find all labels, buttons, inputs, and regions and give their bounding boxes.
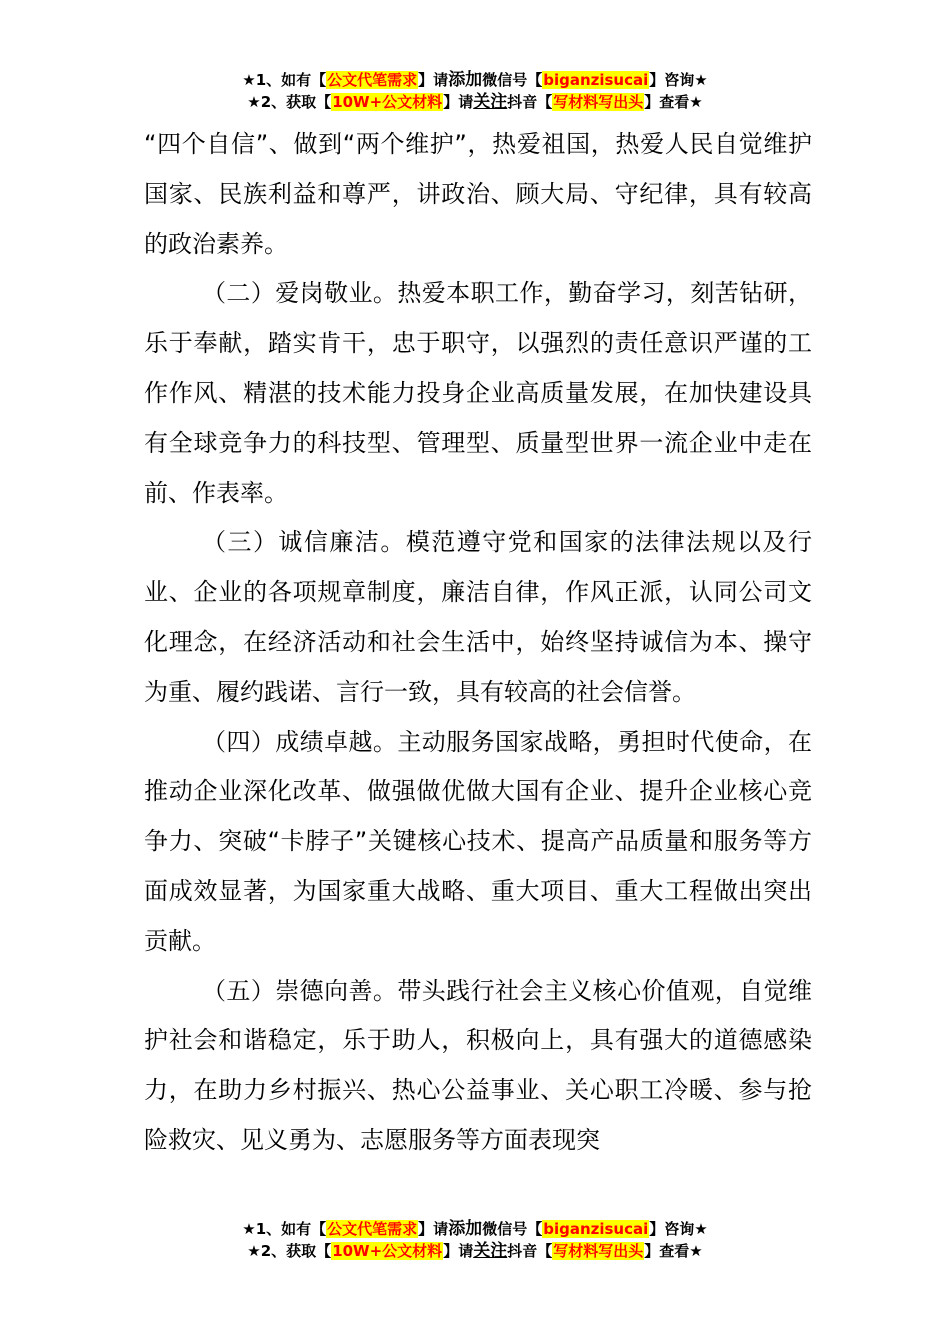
banner-highlight: 10W+公文材料 — [332, 1242, 443, 1260]
banner-text: 微信号【 — [482, 1220, 543, 1238]
banner-text: 】咨询★ — [649, 71, 708, 89]
banner-emphasis: 添加 — [448, 1219, 483, 1239]
banner-text: 抖音【 — [507, 93, 553, 111]
banner-emphasis: 添加 — [448, 70, 483, 90]
banner-emphasis: 关注 — [473, 92, 508, 112]
paragraph-dedication: （二）爱岗敬业。热爱本职工作，勤奋学习，刻苦钻研，乐于奉献，踏实肯干，忠于职守，以强烈的责任意识严谨的工作作风、精湛的技术能力投身企业高质量发展，在加快建设具有全球竞争力的科技型、管理型、质量型世界一流企业中走在前、作表率。 — [144, 279, 812, 507]
banner-line-1 — [0, 1218, 950, 1240]
banner-text: ★2、获取【 — [247, 93, 332, 111]
paragraph-continuation: “四个自信”、做到“两个维护”，热爱祖国，热爱人民自觉维护国家、民族利益和尊严，讲政治、顾大局、守纪律，具有较高的政治素养。 — [144, 130, 812, 258]
banner-text: 微信号【 — [482, 71, 543, 89]
footer-banner — [0, 1218, 950, 1262]
paragraph-virtue: （五）崇德向善。带头践行社会主义核心价值观，自觉维护社会和谐稳定，乐于助人，积极向上，具有强大的道德感染力，在助力乡村振兴、热心公益事业、关心职工冷暖、参与抢险救灾、见义勇为、志愿服务等方面表现突 — [144, 976, 812, 1154]
banner-highlight: 公文代笔需求 — [327, 1220, 418, 1238]
banner-highlight: 10W+公文材料 — [332, 93, 443, 111]
banner-highlight: 写材料写出头 — [553, 1242, 644, 1260]
banner-text: 】请 — [443, 1242, 474, 1260]
document-body — [144, 120, 812, 1166]
banner-line-2 — [0, 91, 950, 113]
banner-emphasis: 关注 — [473, 1241, 508, 1261]
banner-highlight: 写材料写出头 — [553, 93, 644, 111]
banner-text: 】查看★ — [644, 1242, 703, 1260]
header-banner — [0, 69, 950, 113]
banner-line-1 — [0, 69, 950, 91]
banner-highlight: biganzisucai — [543, 71, 649, 89]
banner-text: 】请 — [443, 93, 474, 111]
banner-text: 】查看★ — [644, 93, 703, 111]
banner-text: 】请 — [418, 1220, 449, 1238]
banner-text: 抖音【 — [507, 1242, 553, 1260]
banner-text: ★1、如有【 — [242, 1220, 327, 1238]
banner-text: 】请 — [418, 71, 449, 89]
banner-text: ★1、如有【 — [242, 71, 327, 89]
paragraph-achievement: （四）成绩卓越。主动服务国家战略，勇担时代使命，在推动企业深化改革、做强做优做大国有企业、提升企业核心竞争力、突破“卡脖子”关键核心技术、提高产品质量和服务等方面成效显著，为国家重大战略、重大项目、重大工程做出突出贡献。 — [144, 727, 812, 955]
paragraph-integrity: （三）诚信廉洁。模范遵守党和国家的法律法规以及行业、企业的各项规章制度，廉洁自律，作风正派，认同公司文化理念，在经济活动和社会生活中，始终坚持诚信为本、操守为重、履约践诺、言行一致，具有较高的社会信誉。 — [144, 528, 812, 706]
banner-highlight: 公文代笔需求 — [327, 71, 418, 89]
banner-text: 】咨询★ — [649, 1220, 708, 1238]
banner-highlight: biganzisucai — [543, 1220, 649, 1238]
banner-text: ★2、获取【 — [247, 1242, 332, 1260]
banner-line-2 — [0, 1240, 950, 1262]
